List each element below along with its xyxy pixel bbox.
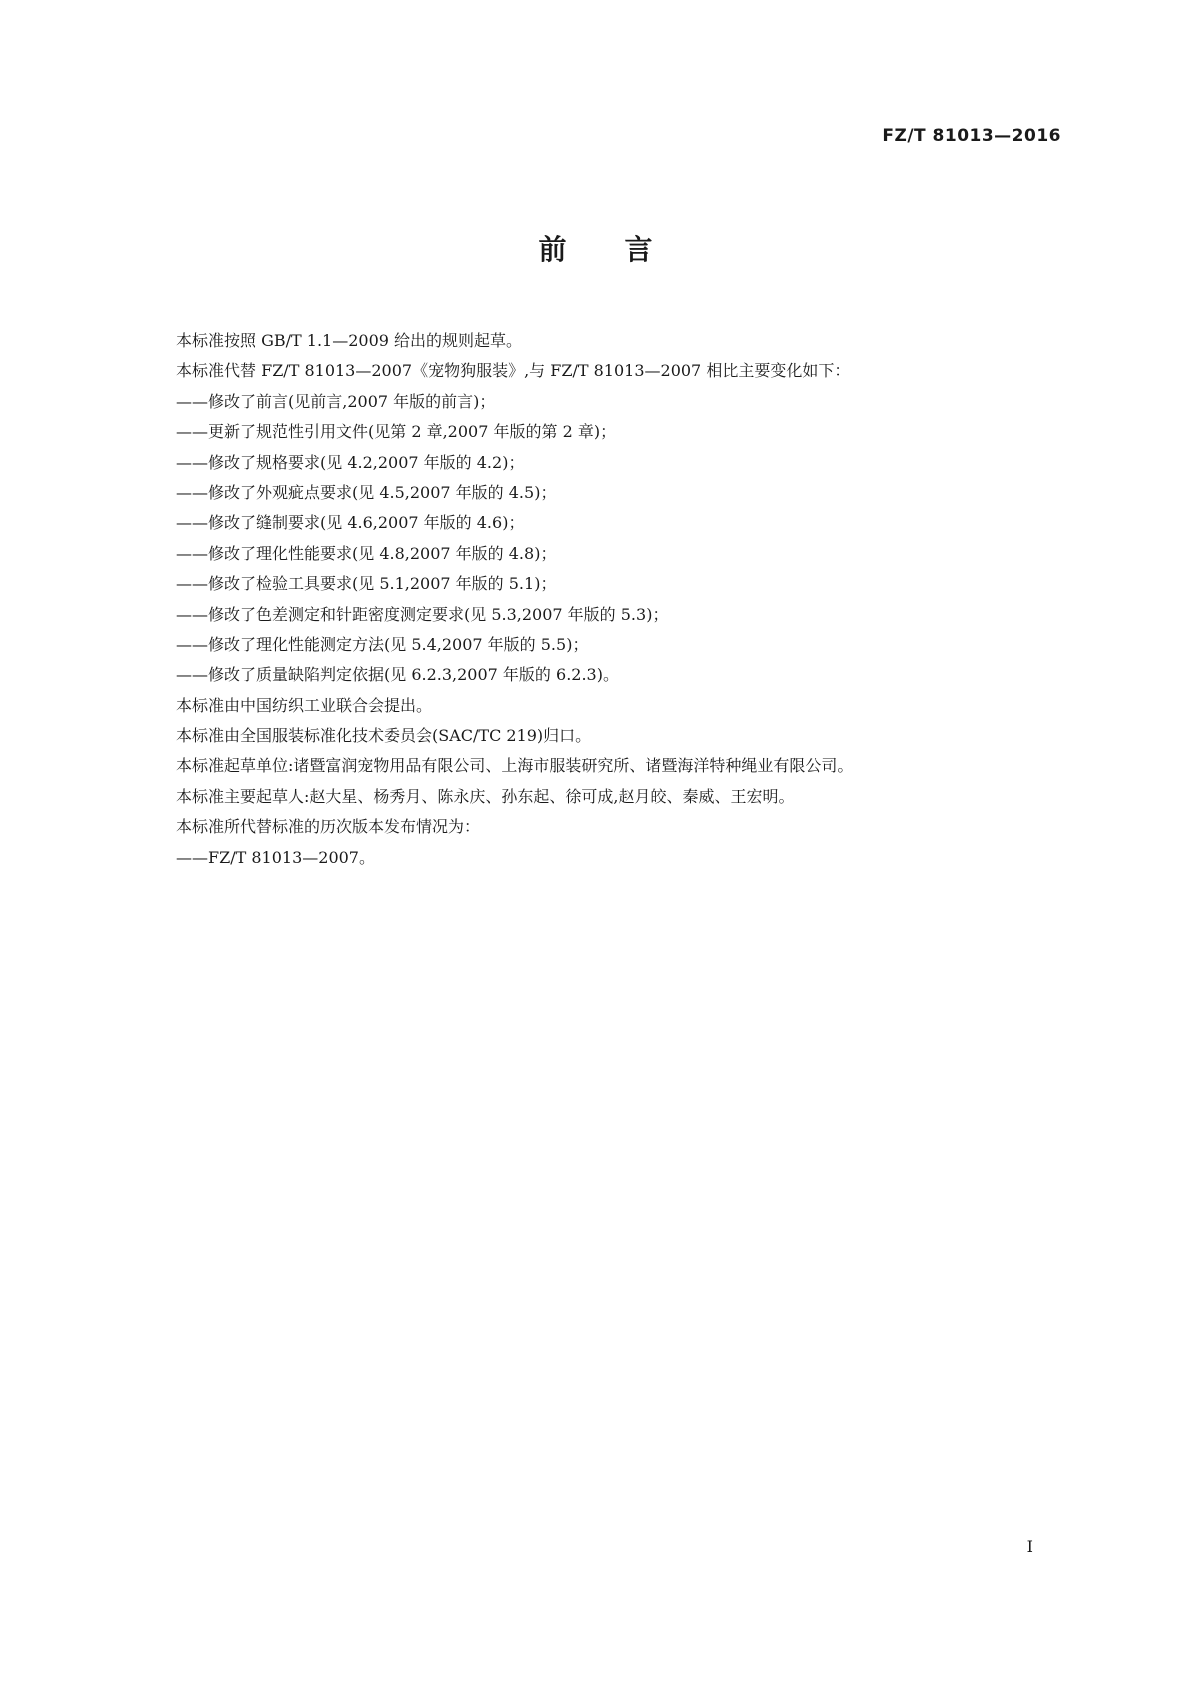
text-line: 本标准起草单位:诸暨富润宠物用品有限公司、上海市服装研究所、诸暨海洋特种绳业有限公司。 <box>176 756 854 776</box>
standard-number: FZ/T 81013—2016 <box>882 126 1061 146</box>
change-item: ——修改了质量缺陷判定依据(见 6.2.3,2007 年版的 6.2.3)。 <box>176 665 619 685</box>
change-item: ——修改了缝制要求(见 4.6,2007 年版的 4.6)； <box>176 513 525 533</box>
change-item: ——修改了检验工具要求(见 5.1,2007 年版的 5.1)； <box>176 574 557 594</box>
change-item: ——修改了外观疵点要求(见 4.5,2007 年版的 4.5)； <box>176 482 557 502</box>
text-line: 本标准主要起草人:赵大星、杨秀月、陈永庆、孙东起、徐可成,赵月皎、秦威、王宏明。 <box>176 786 795 806</box>
change-item: ——修改了理化性能要求(见 4.8,2007 年版的 4.8)； <box>176 543 557 563</box>
change-item: ——更新了规范性引用文件(见第 2 章,2007 年版的第 2 章)； <box>176 422 617 442</box>
foreword-body <box>176 326 1076 873</box>
page-title: 前言 <box>538 233 711 266</box>
change-item: ——修改了前言(见前言,2007 年版的前言)； <box>176 391 496 411</box>
version-item: ——FZ/T 81013—2007。 <box>176 847 375 867</box>
text-line: 本标准由中国纺织工业联合会提出。 <box>176 695 433 715</box>
text-line: 本标准按照 GB/T 1.1—2009 给出的规则起草。 <box>176 331 523 350</box>
text-line: 本标准代替 FZ/T 81013—2007《宠物狗服装》,与 FZ/T 81013—2007 相比主要变化如下： <box>176 361 851 381</box>
text-line: 本标准由全国服装标准化技术委员会(SAC/TC 219)归口。 <box>176 726 592 746</box>
text-line: 本标准所代替标准的历次版本发布情况为： <box>176 817 481 837</box>
page-number: I <box>1026 1537 1033 1556</box>
change-item: ——修改了规格要求(见 4.2,2007 年版的 4.2)； <box>176 452 525 472</box>
change-item: ——修改了色差测定和针距密度测定要求(见 5.3,2007 年版的 5.3)； <box>176 604 669 624</box>
change-item: ——修改了理化性能测定方法(见 5.4,2007 年版的 5.5)； <box>176 634 589 654</box>
